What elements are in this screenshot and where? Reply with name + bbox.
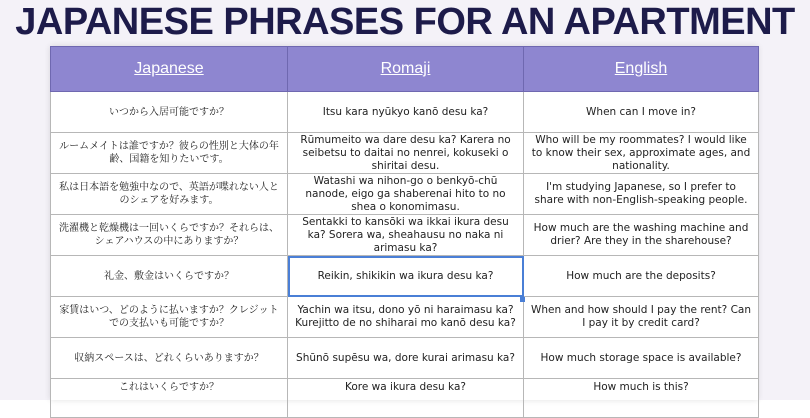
table-row: [51, 379, 759, 418]
column-header-japanese[interactable]: Japanese: [51, 47, 288, 92]
cell-japanese[interactable]: 家賃はいつ、どのように払いますか？クレジットでの支払いも可能ですか？: [51, 297, 288, 338]
cell-english[interactable]: When can I move in?: [524, 92, 759, 133]
cell-english[interactable]: How much are the deposits?: [524, 256, 759, 297]
cell-romaji[interactable]: Shūnō supēsu wa, dore kurai arimasu ka?: [288, 338, 524, 379]
cell-romaji[interactable]: Kore wa ikura desu ka?: [288, 379, 524, 418]
cell-english[interactable]: I'm studying Japanese, so I prefer to share with non-English-speaking people.: [524, 174, 759, 215]
cell-romaji[interactable]: Rūmumeito wa dare desu ka? Karera no seibetsu to daitai no nenrei, kokuseki o shiritai desu.: [288, 133, 524, 174]
table-row: [51, 215, 759, 256]
cell-japanese[interactable]: ルームメイトは誰ですか？彼らの性別と大体の年齢、国籍を知りたいです。: [51, 133, 288, 174]
cell-romaji[interactable]: Yachin wa itsu, dono yō ni haraimasu ka? Kurejitto de no shiharai mo kanō desu ka?: [288, 297, 524, 338]
cell-japanese[interactable]: 収納スペースは、どれくらいありますか？: [51, 338, 288, 379]
column-header-romaji[interactable]: Romaji: [288, 47, 524, 92]
cell-romaji[interactable]: Itsu kara nyūkyo kanō desu ka?: [288, 92, 524, 133]
table-row: [51, 297, 759, 338]
page-title: JAPANESE PHRASES FOR AN APARTMENT: [15, 1, 795, 43]
cell-japanese[interactable]: 私は日本語を勉強中なので、英語が喋れない人とのシェアを好みます。: [51, 174, 288, 215]
cell-english[interactable]: Who will be my roommates? I would like to know their sex, approximate ages, and nationality.: [524, 133, 759, 174]
cell-romaji-selected[interactable]: Reikin, shikikin wa ikura desu ka?: [288, 256, 524, 297]
cell-japanese[interactable]: 礼金、敷金はいくらですか？: [51, 256, 288, 297]
selection-fill-handle[interactable]: [520, 297, 525, 302]
table-row: [51, 133, 759, 174]
cell-english[interactable]: When and how should I pay the rent? Can I pay it by credit card?: [524, 297, 759, 338]
table-row: [51, 92, 759, 133]
cell-english[interactable]: How much are the washing machine and drier? Are they in the sharehouse?: [524, 215, 759, 256]
phrases-table: [50, 46, 759, 418]
table-row: [51, 256, 759, 297]
cell-romaji[interactable]: Watashi wa nihon-go o benkyō-chū nanode, eigo ga shaberenai hito to no shea o konomimasu.: [288, 174, 524, 215]
cell-english[interactable]: How much storage space is available?: [524, 338, 759, 379]
table-row: [51, 174, 759, 215]
cell-japanese[interactable]: 洗濯機と乾燥機は一回いくらですか？それらは、シェアハウスの中にありますか？: [51, 215, 288, 256]
cell-romaji[interactable]: Sentakki to kansōki wa ikkai ikura desu ka? Sorera wa, sheahausu no naka ni arimasu ka?: [288, 215, 524, 256]
cell-japanese[interactable]: いつから入居可能ですか？: [51, 92, 288, 133]
table-row: [51, 338, 759, 379]
header-row: [51, 47, 759, 92]
cell-english[interactable]: How much is this?: [524, 379, 759, 418]
column-header-english[interactable]: English: [524, 47, 759, 92]
cell-japanese[interactable]: これはいくらですか？: [51, 379, 288, 418]
